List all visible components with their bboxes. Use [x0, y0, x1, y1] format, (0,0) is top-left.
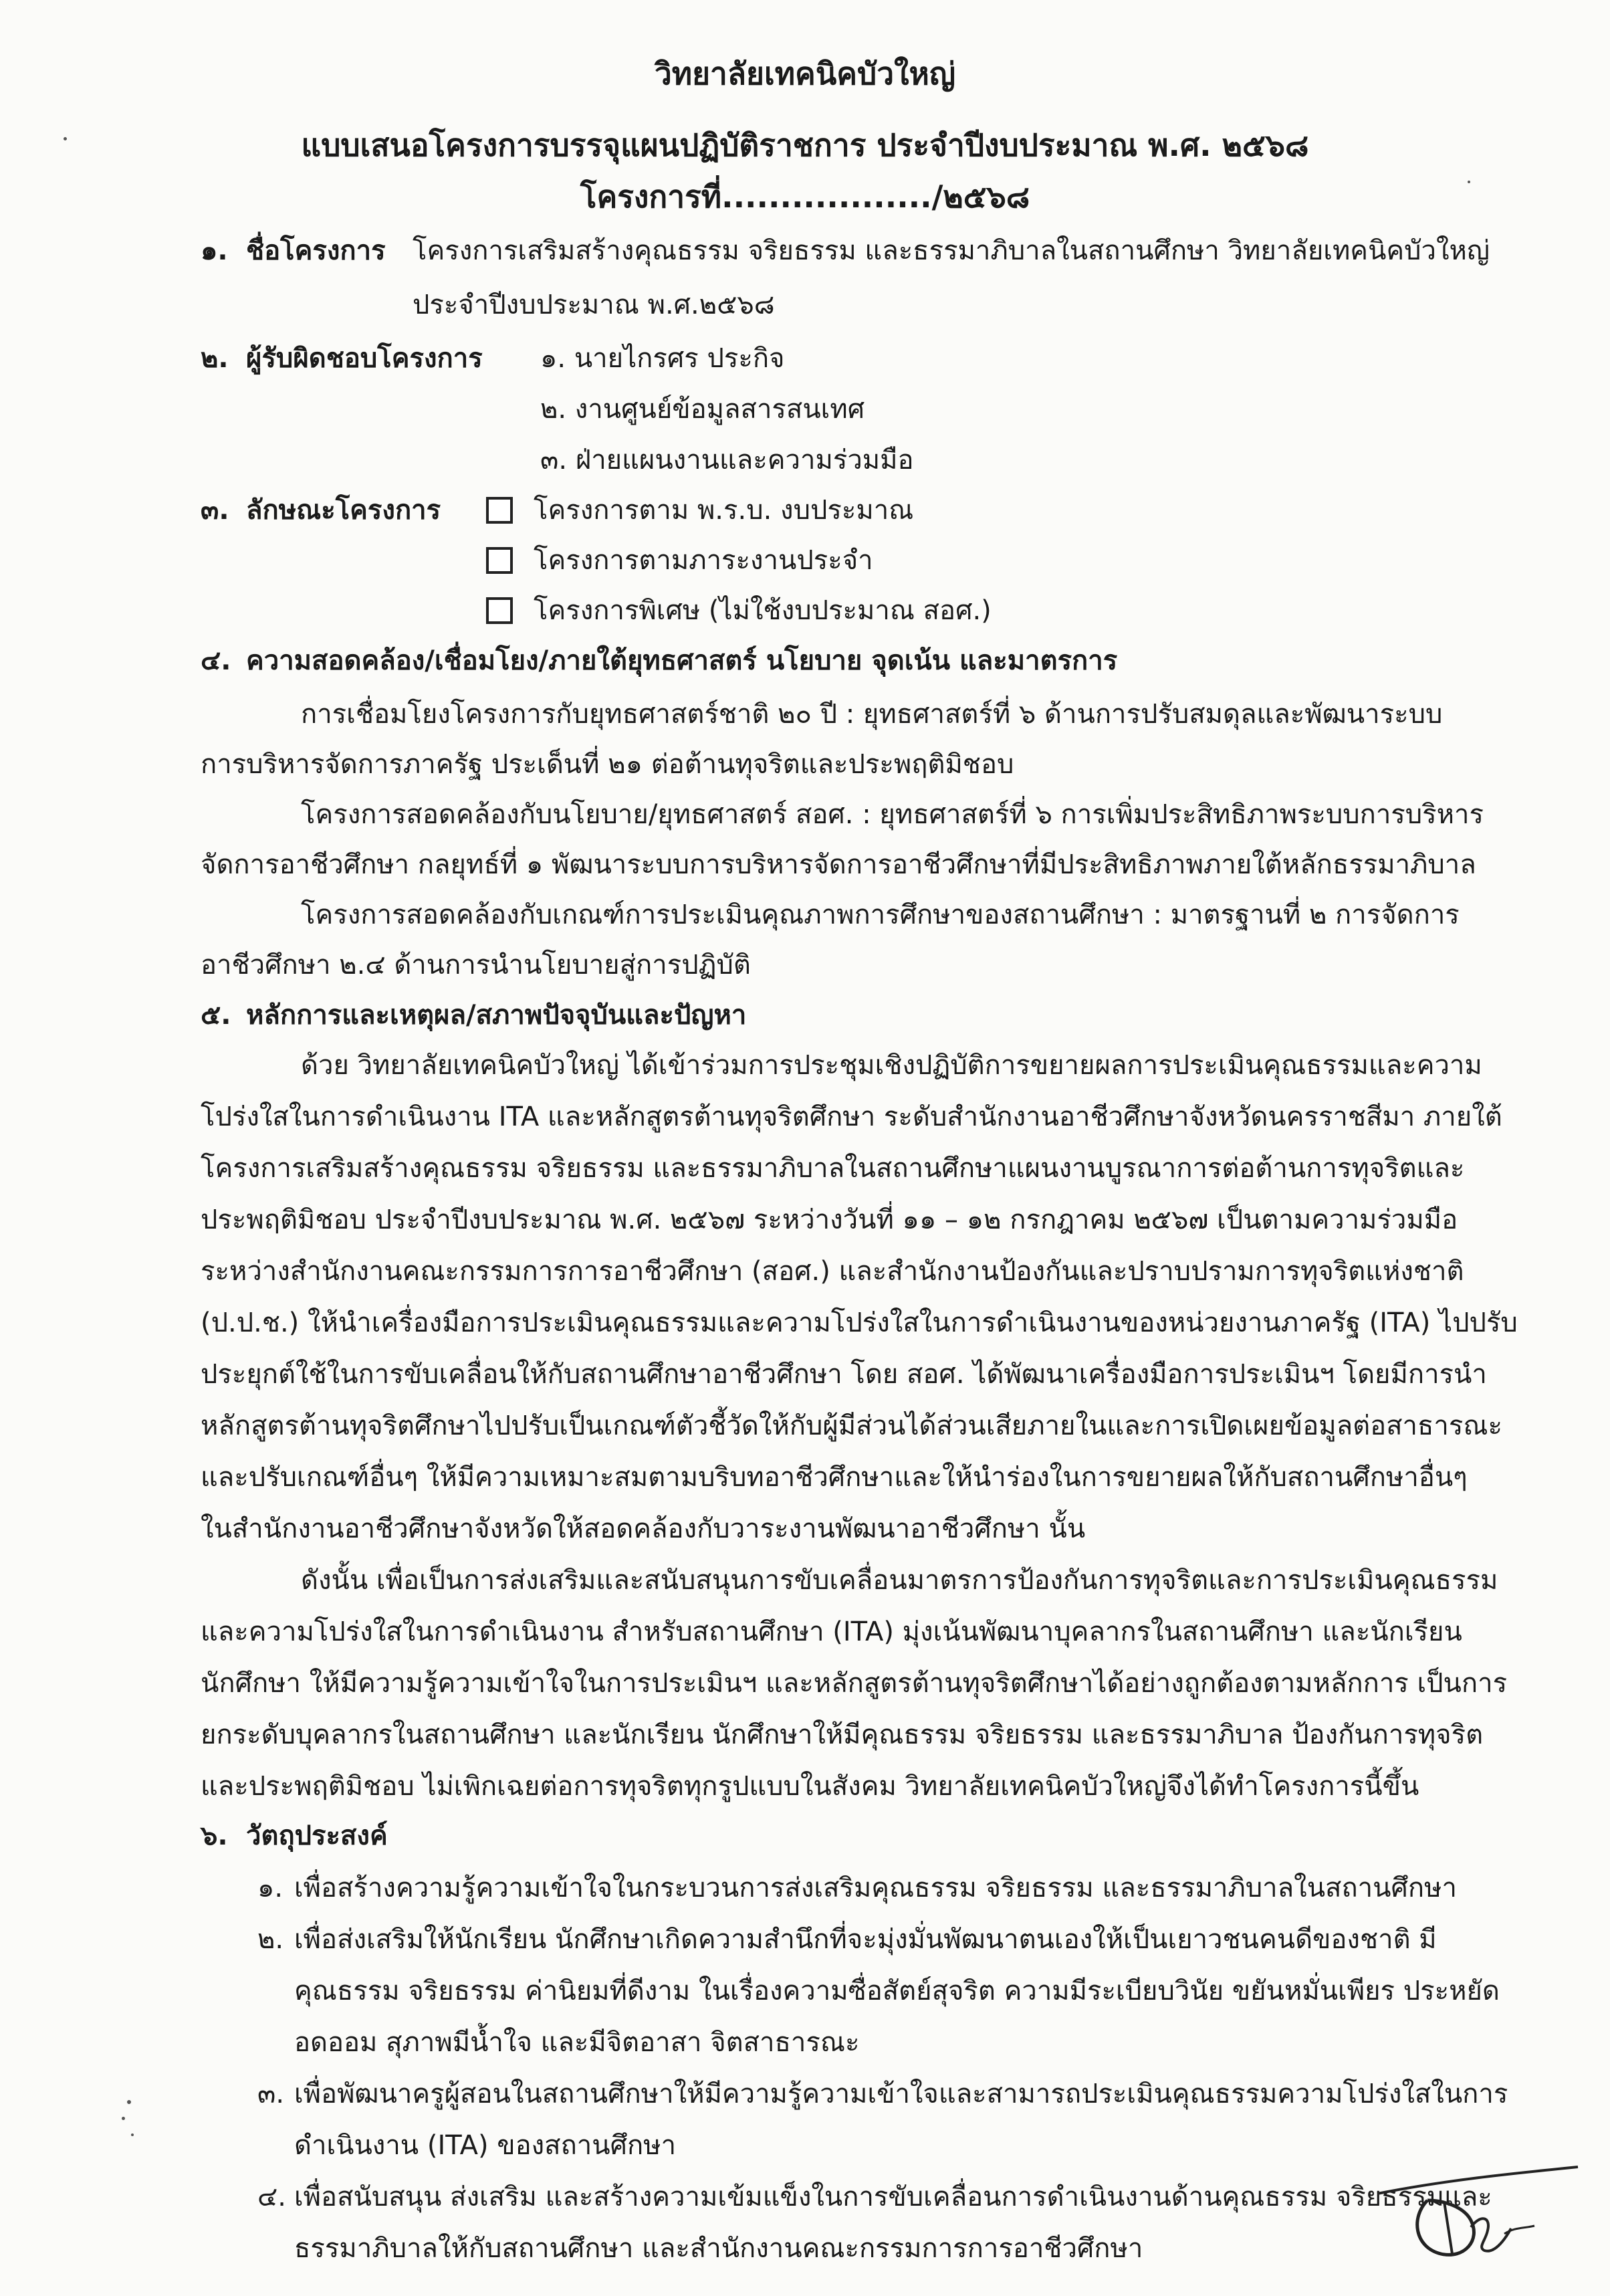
rationale-line: ดังนั้น เพื่อเป็นการส่งเสริมและสนับสนุนการขับเคลื่อนมาตรการป้องกันการทุจริตและการประเมินคุณธรรม — [301, 1565, 1498, 1596]
form-title: แบบเสนอโครงการบรรจุแผนปฏิบัติราชการ ประจำปีงบประมาณ พ.ศ. ๒๕๖๘ — [301, 127, 1309, 163]
section-1-number: ๑. — [201, 235, 228, 266]
alignment-line: การเชื่อมโยงโครงการกับยุทธศาสตร์ชาติ ๒๐ ปี : ยุทธศาสตร์ที่ ๖ ด้านการปรับสมดุลและพัฒนาระบบ — [301, 699, 1443, 730]
scan-speck — [122, 2117, 125, 2120]
rationale-line: (ป.ป.ช.) ให้นำเครื่องมือการประเมินคุณธรรมและความโปร่งใสในการดำเนินงานของหน่วยงานภาครัฐ (ITA) ไปปรับ — [201, 1308, 1518, 1338]
alignment-line: อาชีวศึกษา ๒.๔ ด้านการนำนโยบายสู่การปฏิบัติ — [201, 950, 751, 980]
scan-speck — [64, 137, 67, 140]
section-4-number: ๔. — [201, 645, 231, 676]
rationale-line: ประพฤติมิชอบ ประจำปีงบประมาณ พ.ศ. ๒๕๖๗ ระหว่างวันที่ ๑๑ – ๑๒ กรกฎาคม ๒๕๖๗ เป็นตามความร่วมมือ — [201, 1205, 1458, 1235]
objective-line: เพื่อสนับสนุน ส่งเสริม และสร้างความเข้มแข็งในการขับเคลื่อนการดำเนินงานด้านคุณธรรม จริยธรรมและ — [294, 2182, 1492, 2212]
project-number: โครงการที่................../๒๕๖๘ — [580, 179, 1030, 215]
rationale-line: ระหว่างสำนักงานคณะกรรมการการอาชีวศึกษา (สอศ.) และสำนักงานป้องกันและปราบปรามการทุจริตแห่งชาติ — [201, 1256, 1464, 1287]
objective-line: คุณธรรม จริยธรรม ค่านิยมที่ดีงาม ในเรื่องความซื่อสัตย์สุจริต ความมีระเบียบวินัย ขยันหมั่นเพียร ประหยัด — [294, 1976, 1500, 2006]
rationale-line: และปรับเกณฑ์อื่นๆ ให้มีความเหมาะสมตามบริบทอาชีวศึกษาและให้นำร่องในการขยายผลให้กับสถานศึกษาอื่นๆ — [201, 1462, 1468, 1493]
responsible-item: ๓. ฝ่ายแผนงานและความร่วมมือ — [540, 445, 914, 476]
option-budget-project: โครงการตาม พ.ร.บ. งบประมาณ — [534, 495, 914, 526]
rationale-line: ยกระดับบุคลากรในสถานศึกษา และนักเรียน นักศึกษาให้มีคุณธรรม จริยธรรม และธรรมาภิบาล ป้องกันการทุจริต — [201, 1719, 1484, 1750]
objective-line: เพื่อพัฒนาครูผู้สอนในสถานศึกษาให้มีความรู้ความเข้าใจและสามารถประเมินคุณธรรมความโปร่งใสในการ — [294, 2079, 1508, 2109]
rationale-line: นักศึกษา ให้มีความรู้ความเข้าใจในการประเมินฯ และหลักสูตรต้านทุจริตศึกษาได้อย่างถูกต้องตามหลักการ เป็นการ — [201, 1668, 1508, 1699]
checkbox-budget-project[interactable] — [486, 497, 513, 524]
responsible-item: ๒. งานศูนย์ข้อมูลสารสนเทศ — [540, 394, 865, 425]
section-1-label: ชื่อโครงการ — [246, 235, 386, 266]
scan-speck — [131, 2133, 134, 2136]
alignment-line: โครงการสอดคล้องกับเกณฑ์การประเมินคุณภาพการศึกษาของสถานศึกษา : มาตรฐานที่ ๒ การจัดการ — [301, 900, 1460, 930]
responsible-item: ๑. นายไกรศร ประกิจ — [540, 343, 785, 374]
section-4-heading: ความสอดคล้อง/เชื่อมโยง/ภายใต้ยุทธศาสตร์ นโยบาย จุดเน้น และมาตรการ — [246, 645, 1118, 676]
rationale-line: ด้วย วิทยาลัยเทคนิคบัวใหญ่ ได้เข้าร่วมการประชุมเชิงปฏิบัติการขยายผลการประเมินคุณธรรมและความ — [301, 1050, 1482, 1081]
rationale-line: หลักสูตรต้านทุจริตศึกษาไปปรับเป็นเกณฑ์ตัวชี้วัดให้กับผู้มีส่วนได้ส่วนเสียภายในและการเปิดเผยข้อมูลต่อสาธารณะ — [201, 1411, 1502, 1441]
section-5-number: ๕. — [201, 1000, 231, 1031]
rationale-line: และประพฤติมิชอบ ไม่เพิกเฉยต่อการทุจริตทุกรูปแบบในสังคม วิทยาลัยเทคนิคบัวใหญ่จึงได้ทำโครงการนี้ขึ้น — [201, 1771, 1419, 1802]
rationale-line: และความโปร่งใสในการดำเนินงาน สำหรับสถานศึกษา (ITA) มุ่งเน้นพัฒนาบุคลากรในสถานศึกษา และนักเรียน — [201, 1616, 1462, 1647]
rationale-line: ในสำนักงานอาชีวศึกษาจังหวัดให้สอดคล้องกับวาระงานพัฒนาอาชีวศึกษา นั้น — [201, 1514, 1086, 1544]
objective-line: อดออม สุภาพมีน้ำใจ และมีจิตอาสา จิตสาธารณะ — [294, 2027, 860, 2058]
section-5-heading: หลักการและเหตุผล/สภาพปัจจุบันและปัญหา — [246, 1000, 747, 1031]
rationale-line: โปร่งใสในการดำเนินงาน ITA และหลักสูตรต้านทุจริตศึกษา ระดับสำนักงานอาชีวศึกษาจังหวัดนครราชสีมา ภายใต้ — [201, 1102, 1502, 1132]
alignment-line: โครงการสอดคล้องกับนโยบาย/ยุทธศาสตร์ สอศ. : ยุทธศาสตร์ที่ ๖ การเพิ่มประสิทธิภาพระบบการบริหาร — [301, 799, 1484, 830]
project-name-line-1: โครงการเสริมสร้างคุณธรรม จริยธรรม และธรรมาภิบาลในสถานศึกษา วิทยาลัยเทคนิคบัวใหญ่ — [413, 235, 1490, 266]
objective-number: ๓. — [257, 2079, 285, 2109]
objective-number: ๔. — [257, 2182, 286, 2212]
objective-line: ธรรมาภิบาลให้กับสถานศึกษา และสำนักงานคณะกรรมการการอาชีวศึกษา — [294, 2233, 1143, 2264]
section-2-number: ๒. — [201, 343, 229, 374]
objective-line: เพื่อส่งเสริมให้นักเรียน นักศึกษาเกิดความสำนึกที่จะมุ่งมั่นพัฒนาตนเองให้เป็นเยาวชนคนดีของชาติ มี — [294, 1924, 1437, 1955]
signature-mark — [1364, 2154, 1591, 2274]
alignment-line: จัดการอาชีวศึกษา กลยุทธ์ที่ ๑ พัฒนาระบบการบริหารจัดการอาชีวศึกษาที่มีประสิทธิภาพภายใต้หลักธรรมาภิบาล — [201, 849, 1476, 880]
scan-speck — [127, 2100, 131, 2104]
scan-speck — [1468, 181, 1470, 183]
option-special-project: โครงการพิเศษ (ไม่ใช้งบประมาณ สอศ.) — [534, 595, 992, 626]
section-3-number: ๓. — [201, 495, 229, 526]
project-name-line-2: ประจำปีงบประมาณ พ.ศ.๒๕๖๘ — [413, 290, 775, 320]
rationale-line: โครงการเสริมสร้างคุณธรรม จริยธรรม และธรรมาภิบาลในสถานศึกษาแผนงานบูรณาการต่อต้านการทุจริตและ — [201, 1153, 1465, 1184]
section-3-label: ลักษณะโครงการ — [246, 495, 441, 526]
college-name: วิทยาลัยเทคนิคบัวใหญ่ — [654, 56, 956, 92]
checkbox-special-project[interactable] — [486, 597, 513, 624]
section-2-label: ผู้รับผิดชอบโครงการ — [246, 343, 483, 374]
section-6-number: ๖. — [201, 1820, 228, 1851]
checkbox-routine-project[interactable] — [486, 547, 513, 574]
section-6-heading: วัตถุประสงค์ — [246, 1820, 388, 1851]
objective-line: เพื่อสร้างความรู้ความเข้าใจในกระบวนการส่งเสริมคุณธรรม จริยธรรม และธรรมาภิบาลในสถานศึกษา — [294, 1873, 1457, 1903]
option-routine-project: โครงการตามภาระงานประจำ — [534, 545, 873, 576]
objective-number: ๑. — [257, 1873, 283, 1903]
alignment-line: การบริหารจัดการภาครัฐ ประเด็นที่ ๒๑ ต่อต้านทุจริตและประพฤติมิชอบ — [201, 749, 1014, 780]
rationale-line: ประยุกต์ใช้ในการขับเคลื่อนให้กับสถานศึกษาอาชีวศึกษา โดย สอศ. ได้พัฒนาเครื่องมือการประเมินฯ โดยมีการนำ — [201, 1359, 1487, 1390]
objective-line: ดำเนินงาน (ITA) ของสถานศึกษา — [294, 2130, 677, 2161]
objective-number: ๒. — [257, 1924, 284, 1955]
